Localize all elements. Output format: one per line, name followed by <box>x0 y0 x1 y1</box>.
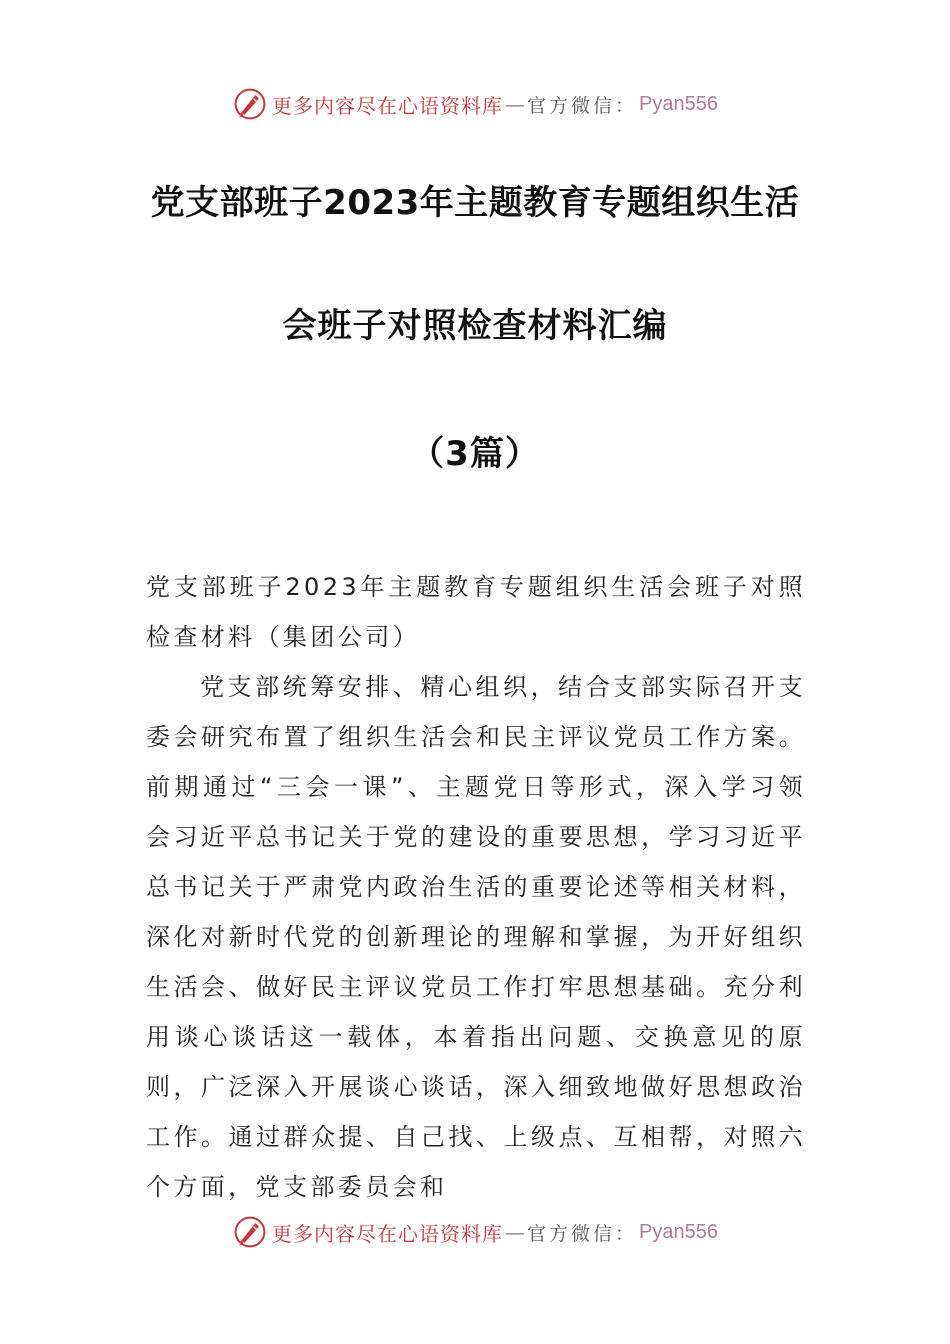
banner-separator: — <box>505 92 525 116</box>
banner-wechat-id: Pyan556 <box>639 92 718 115</box>
pen-logo-icon <box>232 1214 268 1250</box>
banner-slogan: 更多内容尽在心语资料库 <box>272 93 503 118</box>
section-subtitle: 党支部班子2023年主题教育专题组织生活会班子对照检查材料（集团公司） <box>146 573 806 651</box>
document-title-line-2: 会班子对照检查材料汇编 <box>282 306 668 346</box>
banner-wechat-label: 官方微信： <box>527 94 638 117</box>
banner-wechat-label: 官方微信： <box>527 1222 638 1245</box>
header-watermark-banner <box>0 82 950 126</box>
banner-separator: — <box>505 1220 525 1244</box>
document-title-line-1: 党支部班子2023年主题教育专题组织生活 <box>150 183 800 223</box>
document-title-count: （3篇） <box>410 434 540 474</box>
banner-wechat-id: Pyan556 <box>639 1220 718 1243</box>
body-paragraph: 党支部统筹安排、精心组织，结合支部实际召开支委会研究布置了组织生活会和民主评议党员工作方案。前期通过“三会一课”、主题党日等形式，深入学习领会习近平总书记关于党的建设的重要思想，学习习近平总书记关于严肃党内政治生活的重要论述等相关材料，深化对新时代党的创新理论的理解和掌握，为开好组织生活会、做好民主评议党员工作打牢思想基础。充分利用谈心谈话这一载体，本着指出问题、交换意见的原则，广泛深入开展谈心谈话，深入细致地做好思想政治工作。通过群众提、自己找、上级点、互相帮，对照六个方面，党支部委员会和 <box>146 673 806 1201</box>
pen-logo-icon <box>232 86 268 122</box>
banner-slogan: 更多内容尽在心语资料库 <box>272 1221 503 1246</box>
footer-watermark-banner <box>0 1210 950 1254</box>
